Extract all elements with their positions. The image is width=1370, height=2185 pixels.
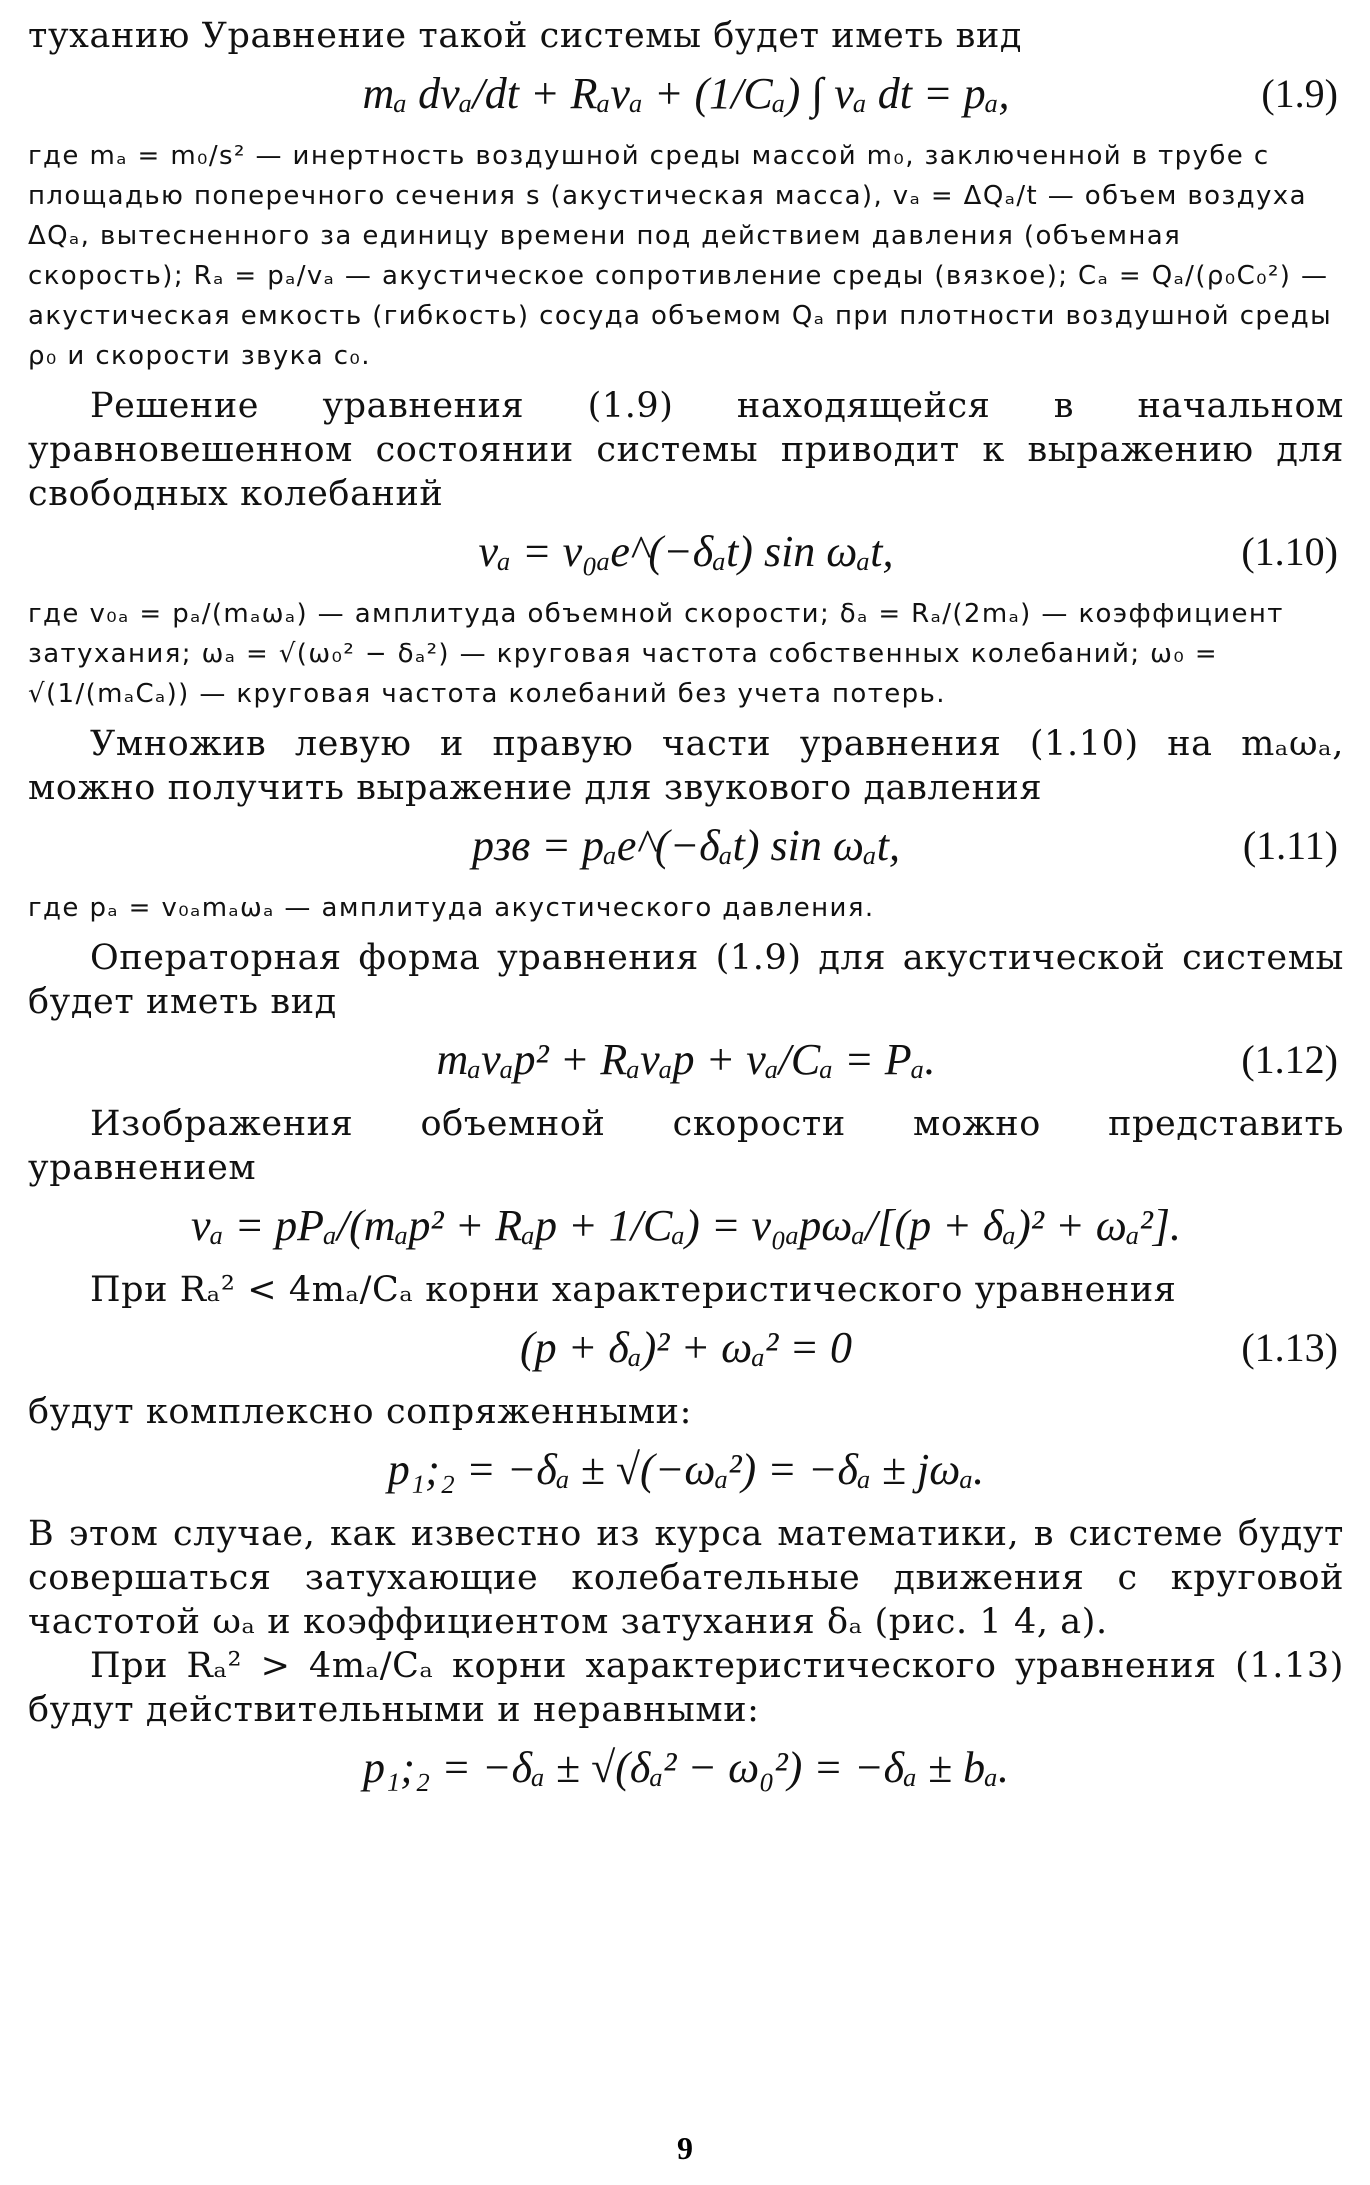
page-number: 9 bbox=[677, 2130, 693, 2166]
paragraph-condition-2: При Rₐ² > 4mₐ/Cₐ корни характеристического уравнения (1.13) будут действительными и неравными: bbox=[28, 1646, 1344, 1730]
equation-number: (1.12) bbox=[1241, 1037, 1338, 1082]
paragraph-multiply: Умножив левую и правую части уравнения (1.10) на mₐωₐ, можно получить выражение для звукового давления bbox=[28, 724, 1344, 808]
equation-1-13 bbox=[28, 1312, 1344, 1390]
equation-formula: pзв = pₐe^(−δₐt) sin ωₐt, bbox=[472, 821, 900, 870]
equation-formula: vₐ = v₀ₐe^(−δₐt) sin ωₐt, bbox=[478, 527, 894, 576]
note-definitions-3: где pₐ = v₀ₐmₐωₐ — амплитуда акустического давления. bbox=[28, 893, 875, 923]
equation-1-11 bbox=[28, 810, 1344, 888]
equation-formula: p₁;₂ = −δₐ ± √(δₐ² − ω₀²) = −δₐ ± bₐ. bbox=[362, 1743, 1010, 1792]
paragraph-complex: будут комплексно сопряженными: bbox=[28, 1392, 692, 1432]
paragraph-operator: Операторная форма уравнения (1.9) для акустической системы будет иметь вид bbox=[28, 938, 1344, 1022]
equation-formula: vₐ = pPₐ/(mₐp² + Rₐp + 1/Cₐ) = v₀ₐpωₐ/[(p + δₐ)² + ωₐ²]. bbox=[191, 1201, 1181, 1250]
equation-roots-complex bbox=[28, 1434, 1344, 1512]
page-body bbox=[28, 14, 1344, 1810]
equation-number: (1.10) bbox=[1241, 529, 1338, 574]
note-definitions-2: где v₀ₐ = pₐ/(mₐωₐ) — амплитуда объемной скорости; δₐ = Rₐ/(2mₐ) — коэффициент затухания; ωₐ = √(ω₀² − δₐ²) — круговая частота собственных колебаний; ω₀ = √(1/(mₐCₐ)) — круговая частота колебаний без учета потерь. bbox=[28, 599, 1284, 709]
equation-formula: mₐvₐp² + Rₐvₐp + vₐ/Cₐ = Pₐ. bbox=[436, 1035, 936, 1084]
note-definitions-1: где mₐ = m₀/s² — инертность воздушной среды массой m₀, заключенной в трубе с площадью поперечного сечения s (акустическая масса), vₐ = ΔQₐ/t — объем воздуха ΔQₐ, вытесненного за единицу времени под действием давления (объемная скорость); Rₐ = pₐ/vₐ — акустическое сопротивление среды (вязкое); Cₐ = Qₐ/(ρ₀C₀²) — акустическая емкость (гибкость) сосуда объемом Qₐ при плотности воздушной среды ρ₀ и скорости звука c₀. bbox=[28, 141, 1333, 371]
equation-number: (1.11) bbox=[1242, 823, 1338, 868]
paragraph-condition-1: При Rₐ² < 4mₐ/Cₐ корни характеристического уравнения bbox=[90, 1270, 1177, 1310]
paragraph-damped: В этом случае, как известно из курса математики, в системе будут совершаться затухающие колебательные движения с круговой частотой ωₐ и коэффициентом затухания δₐ (рис. 1 4, а). bbox=[28, 1514, 1344, 1642]
equation-1-10 bbox=[28, 516, 1344, 594]
equation-1-12 bbox=[28, 1024, 1344, 1102]
equation-1-9 bbox=[28, 58, 1344, 136]
equation-volume-velocity bbox=[28, 1190, 1344, 1268]
equation-formula: p₁;₂ = −δₐ ± √(−ωₐ²) = −δₐ ± jωₐ. bbox=[387, 1445, 985, 1494]
text-intro: туханию Уравнение такой системы будет иметь вид bbox=[28, 16, 1023, 56]
equation-formula: (p + δₐ)² + ωₐ² = 0 bbox=[519, 1323, 853, 1372]
equation-number: (1.9) bbox=[1261, 71, 1338, 116]
equation-roots-real bbox=[28, 1732, 1344, 1810]
paragraph-images: Изображения объемной скорости можно представить уравнением bbox=[28, 1104, 1344, 1188]
equation-number: (1.13) bbox=[1241, 1325, 1338, 1370]
equation-formula: mₐ dvₐ/dt + Rₐvₐ + (1/Cₐ) ∫ vₐ dt = pₐ, bbox=[362, 69, 1010, 118]
paragraph-solution: Решение уравнения (1.9) находящейся в начальном уравновешенном состоянии системы приводит к выражению для свободных колебаний bbox=[28, 386, 1344, 514]
